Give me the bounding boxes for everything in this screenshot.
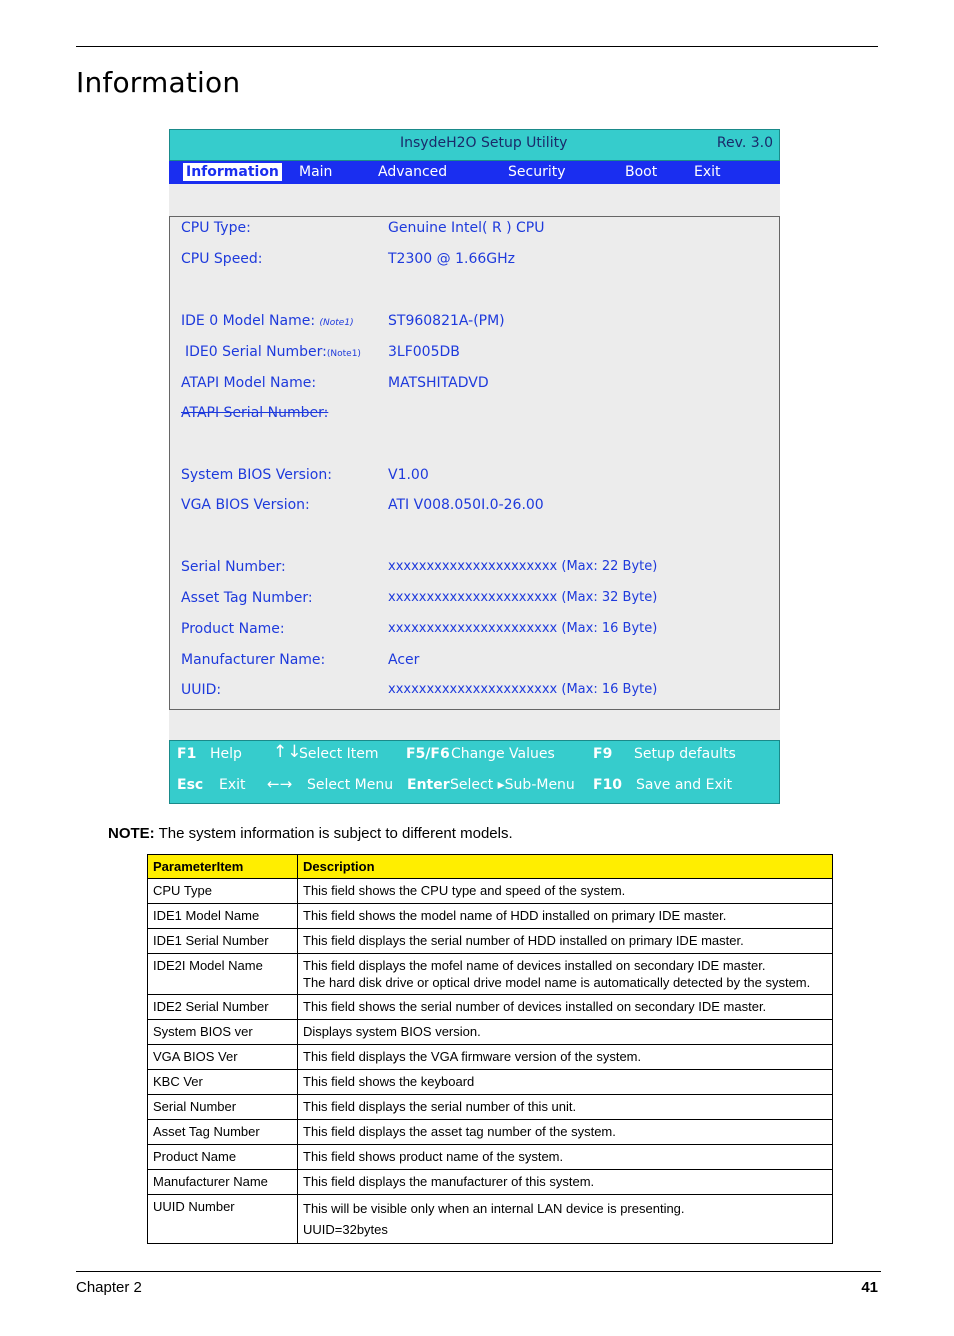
parameter-cell: System BIOS ver (148, 1020, 298, 1045)
footer-chapter: Chapter 2 (76, 1279, 142, 1296)
bios-value: Genuine Intel( R ) CPU (388, 220, 545, 236)
table-row (148, 1145, 833, 1170)
bios-screenshot (169, 129, 780, 804)
bios-utility-title: InsydeH2O Setup Utility (400, 135, 568, 151)
bios-header (169, 129, 780, 161)
bios-key-legend (169, 740, 780, 804)
save-exit-label: Save and Exit (636, 777, 733, 793)
bios-value: xxxxxxxxxxxxxxxxxxxxxx (Max: 16 Byte) (388, 621, 658, 636)
bios-value: xxxxxxxxxxxxxxxxxxxxxx (Max: 16 Byte) (388, 682, 658, 697)
bios-label: Asset Tag Number: (181, 590, 313, 606)
parameter-cell: UUID Number (148, 1195, 298, 1244)
parameter-cell: IDE2 Serial Number (148, 995, 298, 1020)
note-label: NOTE: (108, 825, 155, 842)
key-esc: Esc (177, 777, 204, 793)
description-cell: This field shows the CPU type and speed of the system. (298, 879, 833, 904)
bios-label: IDE 0 Model Name: (Note1) (181, 313, 354, 329)
table-row (148, 954, 833, 995)
tab-boot[interactable]: Boot (625, 164, 658, 180)
bios-info-panel (169, 216, 780, 710)
table-row (148, 1020, 833, 1045)
tab-information[interactable]: Information (183, 163, 282, 181)
left-right-arrows-icon: ←→ (267, 775, 293, 793)
bios-label: ATAPI Serial Number: (181, 405, 329, 421)
table-row (148, 1095, 833, 1120)
bios-label: CPU Speed: (181, 251, 263, 267)
bios-label: ATAPI Model Name: (181, 375, 317, 391)
bios-value: T2300 @ 1.66GHz (388, 251, 515, 267)
bios-value: ST960821A-(PM) (388, 313, 505, 329)
tab-exit[interactable]: Exit (694, 164, 721, 180)
table-row (148, 904, 833, 929)
parameter-cell: CPU Type (148, 879, 298, 904)
note-marker: (Note1) (319, 318, 354, 328)
select-submenu-label: Select ▸Sub-Menu (450, 777, 575, 793)
bios-value: 3LF005DB (388, 344, 460, 360)
parameter-cell: Product Name (148, 1145, 298, 1170)
tab-advanced[interactable]: Advanced (378, 164, 448, 180)
description-cell: This field shows the serial number of devices installed on secondary IDE master. (298, 995, 833, 1020)
bios-spacer (169, 184, 780, 216)
description-cell: This will be visible only when an internal LAN device is presenting. UUID=32bytes (298, 1195, 833, 1244)
bios-label: Product Name: (181, 621, 285, 637)
key-f1-desc: Help (210, 746, 242, 762)
description-cell: This field shows product name of the system. (298, 1145, 833, 1170)
bios-label: UUID: (181, 682, 222, 698)
setup-defaults-label: Setup defaults (634, 746, 736, 762)
top-rule (76, 46, 878, 47)
bios-label: System BIOS Version: (181, 467, 332, 483)
note-marker: (Note1) (326, 349, 361, 359)
bios-value: ATI V008.050I.0-26.00 (388, 497, 544, 513)
page-title: Information (76, 66, 241, 99)
bios-tab-bar (169, 161, 780, 184)
key-f5-f6: F5/F6 (406, 746, 450, 762)
footer-page-number: 41 (861, 1279, 878, 1296)
description-cell: This field shows the model name of HDD installed on primary IDE master. (298, 904, 833, 929)
description-cell: This field displays the mofel name of devices installed on secondary IDE master. The hard disk drive or optical drive model name is automatically detected by the system. (298, 954, 833, 995)
select-menu-label: Select Menu (307, 777, 394, 793)
parameter-cell: IDE1 Model Name (148, 904, 298, 929)
bios-label: VGA BIOS Version: (181, 497, 310, 513)
note-paragraph (108, 825, 513, 842)
parameter-cell: KBC Ver (148, 1070, 298, 1095)
table-row (148, 1120, 833, 1145)
bios-label: IDE0 Serial Number:(Note1) (185, 344, 361, 360)
table-row (148, 1195, 833, 1244)
parameter-table (147, 854, 833, 1244)
bios-value: V1.00 (388, 467, 429, 483)
description-cell: This field displays the serial number of HDD installed on primary IDE master. (298, 929, 833, 954)
tab-main[interactable]: Main (299, 164, 333, 180)
parameter-cell: IDE1 Serial Number (148, 929, 298, 954)
bios-label: CPU Type: (181, 220, 251, 236)
description-cell: This field displays the VGA firmware version of the system. (298, 1045, 833, 1070)
bios-label: Manufacturer Name: (181, 652, 326, 668)
key-enter: Enter (407, 777, 450, 793)
parameter-cell: Manufacturer Name (148, 1170, 298, 1195)
bios-value: xxxxxxxxxxxxxxxxxxxxxx (Max: 22 Byte) (388, 559, 658, 574)
key-f1: F1 (177, 746, 197, 762)
up-down-arrows-icon: ↑↓ (273, 742, 302, 762)
description-cell: This field shows the keyboard (298, 1070, 833, 1095)
table-header-row (148, 855, 833, 879)
note-text: The system information is subject to different models. (158, 825, 513, 842)
select-item-label: Select Item (299, 746, 379, 762)
bios-value: xxxxxxxxxxxxxxxxxxxxxx (Max: 32 Byte) (388, 590, 658, 605)
bios-value: MATSHITADVD (388, 375, 489, 391)
description-cell: This field displays the serial number of this unit. (298, 1095, 833, 1120)
bios-label: Serial Number: (181, 559, 286, 575)
parameter-cell: Asset Tag Number (148, 1120, 298, 1145)
key-f9: F9 (593, 746, 613, 762)
description-cell: Displays system BIOS version. (298, 1020, 833, 1045)
key-esc-desc: Exit (219, 777, 246, 793)
table-row (148, 1045, 833, 1070)
bios-spacer (169, 710, 780, 740)
table-row (148, 995, 833, 1020)
parameter-cell: Serial Number (148, 1095, 298, 1120)
parameter-cell: VGA BIOS Ver (148, 1045, 298, 1070)
table-row (148, 879, 833, 904)
table-row (148, 929, 833, 954)
bottom-rule (76, 1271, 881, 1272)
description-cell: This field displays the asset tag number of the system. (298, 1120, 833, 1145)
parameter-cell: IDE2I Model Name (148, 954, 298, 995)
column-header-parameter: ParameterItem (148, 855, 298, 879)
table-row (148, 1070, 833, 1095)
bios-value: Acer (388, 652, 420, 668)
description-cell: This field displays the manufacturer of this system. (298, 1170, 833, 1195)
key-f10: F10 (593, 777, 623, 793)
change-values-label: Change Values (451, 746, 555, 762)
tab-security[interactable]: Security (508, 164, 566, 180)
column-header-description: Description (298, 855, 833, 879)
table-row (148, 1170, 833, 1195)
bios-revision: Rev. 3.0 (716, 135, 773, 151)
